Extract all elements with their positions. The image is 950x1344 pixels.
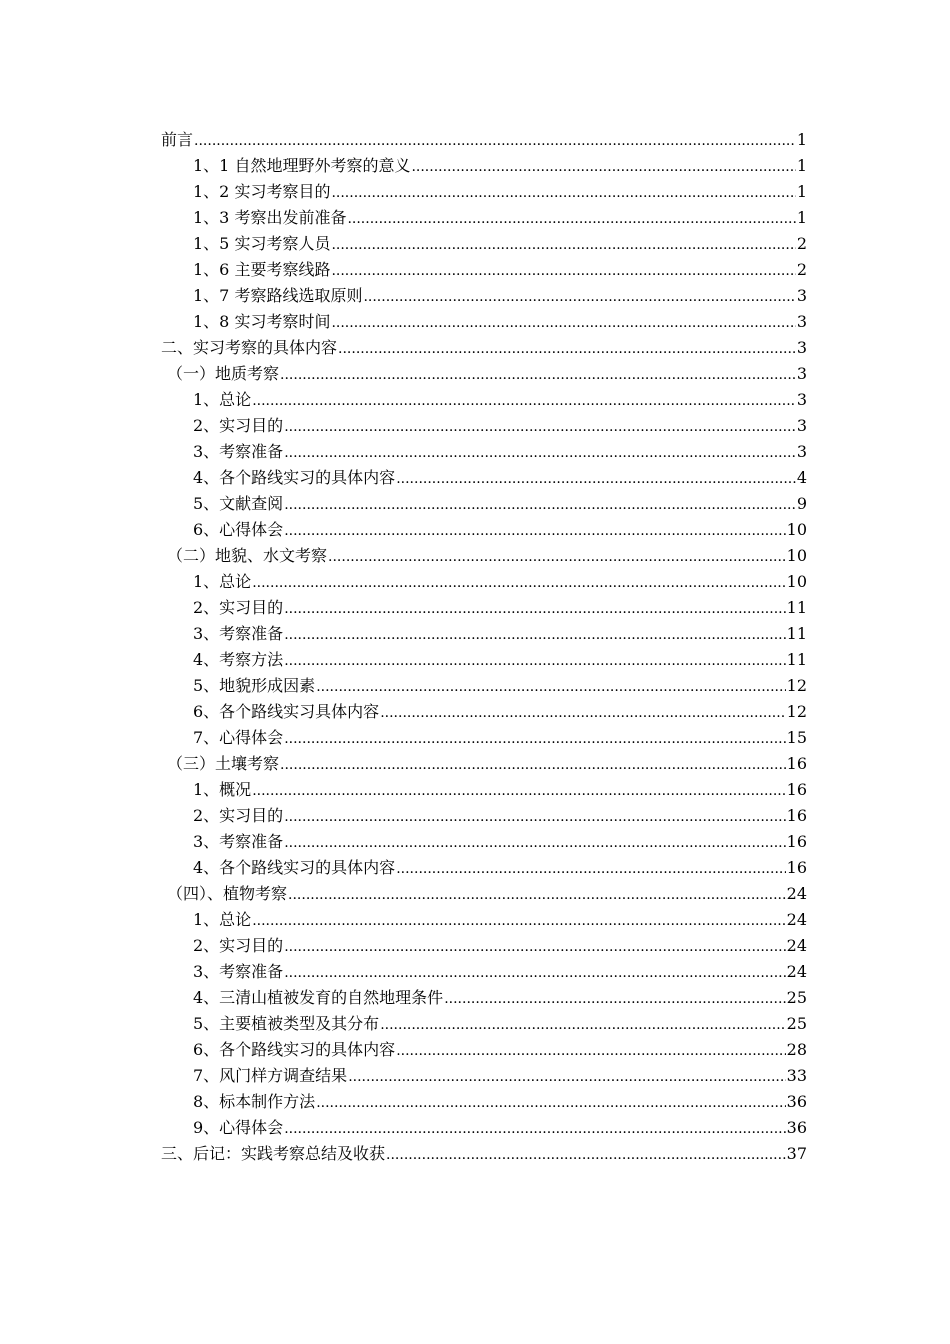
toc-entry[interactable] <box>161 621 807 647</box>
toc-entry[interactable] <box>161 1011 807 1037</box>
toc-entry[interactable] <box>161 855 807 881</box>
toc-dot-leader <box>396 1038 785 1064</box>
toc-entry[interactable] <box>161 907 807 933</box>
toc-entry-title: 1、1 自然地理野外考察的意义 <box>193 156 411 175</box>
toc-entry[interactable] <box>161 153 807 179</box>
toc-dot-leader <box>331 232 795 258</box>
toc-entry-page-number: 3 <box>796 338 807 357</box>
toc-entry-page-number: 1 <box>796 208 807 227</box>
toc-entry[interactable] <box>161 517 807 543</box>
toc-entry-title: 4、各个路线实习的具体内容 <box>193 468 396 487</box>
toc-entry-page-number: 33 <box>786 1066 807 1085</box>
toc-entry-title: 1、总论 <box>193 390 252 409</box>
toc-entry-page-number: 3 <box>796 286 807 305</box>
toc-entry-title: 8、标本制作方法 <box>193 1092 316 1111</box>
toc-entry-title: 2、实习目的 <box>193 936 284 955</box>
toc-entry-title: 7、风门样方调查结果 <box>193 1066 348 1085</box>
toc-entry-title: 1、7 考察路线选取原则 <box>193 286 363 305</box>
toc-entry-title: 2、实习目的 <box>193 806 284 825</box>
toc-entry[interactable] <box>161 491 807 517</box>
toc-entry-page-number: 25 <box>786 988 807 1007</box>
toc-entry-title: 1、总论 <box>193 572 252 591</box>
toc-dot-leader <box>331 310 795 336</box>
table-of-contents <box>161 127 807 1167</box>
toc-dot-leader <box>348 1064 785 1090</box>
toc-entry[interactable] <box>161 309 807 335</box>
toc-entry-page-number: 10 <box>786 572 807 591</box>
toc-entry-page-number: 24 <box>786 962 807 981</box>
toc-dot-leader <box>284 648 785 674</box>
toc-entry-page-number: 3 <box>796 390 807 409</box>
toc-entry[interactable] <box>161 933 807 959</box>
toc-entry-page-number: 12 <box>786 702 807 721</box>
toc-entry[interactable] <box>161 387 807 413</box>
toc-entry-title: 二、实习考察的具体内容 <box>161 338 338 357</box>
toc-entry[interactable] <box>161 647 807 673</box>
toc-entry-title: 6、心得体会 <box>193 520 284 539</box>
toc-entry-title: 2、实习目的 <box>193 416 284 435</box>
toc-entry-title: 三、后记：实践考察总结及收获 <box>161 1144 386 1163</box>
toc-dot-leader <box>252 388 796 414</box>
toc-entry-page-number: 16 <box>786 806 807 825</box>
toc-dot-leader <box>328 544 786 570</box>
toc-entry[interactable] <box>161 1089 807 1115</box>
toc-entry-page-number: 9 <box>796 494 807 513</box>
toc-entry-page-number: 16 <box>786 858 807 877</box>
toc-entry-page-number: 4 <box>796 468 807 487</box>
toc-entry-title: 6、各个路线实习具体内容 <box>193 702 380 721</box>
toc-entry-page-number: 3 <box>796 416 807 435</box>
toc-entry-title: 1、总论 <box>193 910 252 929</box>
toc-entry[interactable] <box>161 127 807 153</box>
toc-entry-title: 3、考察准备 <box>193 624 284 643</box>
toc-entry[interactable] <box>161 179 807 205</box>
toc-entry-title: 3、考察准备 <box>193 962 284 981</box>
toc-entry[interactable] <box>161 413 807 439</box>
toc-entry-title: 5、主要植被类型及其分布 <box>193 1014 380 1033</box>
toc-dot-leader <box>288 882 786 908</box>
toc-entry-title: 1、8 实习考察时间 <box>193 312 331 331</box>
toc-entry-page-number: 16 <box>786 832 807 851</box>
toc-entry[interactable] <box>161 361 807 387</box>
toc-dot-leader <box>280 752 786 778</box>
toc-dot-leader <box>284 726 785 752</box>
toc-entry[interactable] <box>161 777 807 803</box>
toc-entry-title: 9、心得体会 <box>193 1118 284 1137</box>
toc-dot-leader <box>284 830 785 856</box>
toc-entry-title: 4、各个路线实习的具体内容 <box>193 858 396 877</box>
toc-entry-page-number: 12 <box>786 676 807 695</box>
toc-entry-title: 4、考察方法 <box>193 650 284 669</box>
toc-dot-leader <box>280 362 796 388</box>
toc-entry[interactable] <box>161 231 807 257</box>
toc-entry-title: （二）地貌、水文考察 <box>167 546 328 565</box>
toc-entry[interactable] <box>161 751 807 777</box>
toc-entry-title: 1、5 实习考察人员 <box>193 234 331 253</box>
toc-entry[interactable] <box>161 699 807 725</box>
toc-dot-leader <box>252 778 785 804</box>
toc-entry-title: 6、各个路线实习的具体内容 <box>193 1040 396 1059</box>
toc-entry-page-number: 36 <box>786 1092 807 1111</box>
toc-entry[interactable] <box>161 829 807 855</box>
toc-entry-title: （三）土壤考察 <box>167 754 280 773</box>
toc-dot-leader <box>194 128 796 154</box>
toc-dot-leader <box>363 284 795 310</box>
toc-entry-title: （四）、植物考察 <box>167 884 288 903</box>
toc-entry[interactable] <box>161 465 807 491</box>
toc-dot-leader <box>347 206 795 232</box>
toc-entry-title: 4、三清山植被发育的自然地理条件 <box>193 988 444 1007</box>
toc-entry[interactable] <box>161 439 807 465</box>
toc-entry-page-number: 1 <box>796 156 807 175</box>
toc-entry-page-number: 25 <box>786 1014 807 1033</box>
toc-entry-title: 2、实习目的 <box>193 598 284 617</box>
toc-entry-title: 1、概况 <box>193 780 252 799</box>
toc-entry-page-number: 2 <box>796 234 807 253</box>
toc-entry[interactable] <box>161 985 807 1011</box>
toc-entry[interactable] <box>161 283 807 309</box>
toc-entry-title: 5、文献查阅 <box>193 494 284 513</box>
toc-dot-leader <box>252 908 785 934</box>
toc-dot-leader <box>284 596 785 622</box>
toc-entry-page-number: 3 <box>796 364 807 383</box>
toc-entry[interactable] <box>161 881 807 907</box>
toc-entry-page-number: 3 <box>796 312 807 331</box>
toc-entry-page-number: 1 <box>796 182 807 201</box>
toc-entry-page-number: 28 <box>786 1040 807 1059</box>
toc-entry-page-number: 24 <box>786 910 807 929</box>
toc-entry-title: 3、考察准备 <box>193 442 284 461</box>
toc-entry-title: （一）地质考察 <box>167 364 280 383</box>
toc-dot-leader <box>331 258 795 284</box>
toc-dot-leader <box>284 960 785 986</box>
toc-entry-page-number: 24 <box>786 884 807 903</box>
toc-entry-title: 1、6 主要考察线路 <box>193 260 331 279</box>
toc-entry[interactable] <box>161 595 807 621</box>
toc-entry-page-number: 16 <box>786 780 807 799</box>
toc-entry-page-number: 1 <box>796 130 807 149</box>
toc-entry-page-number: 2 <box>796 260 807 279</box>
toc-entry-title: 前言 <box>161 130 194 149</box>
toc-entry-page-number: 10 <box>786 520 807 539</box>
toc-dot-leader <box>331 180 795 206</box>
toc-dot-leader <box>380 700 785 726</box>
toc-dot-leader <box>284 934 785 960</box>
toc-entry-page-number: 37 <box>786 1144 807 1163</box>
toc-entry[interactable] <box>161 205 807 231</box>
toc-entry[interactable] <box>161 725 807 751</box>
toc-dot-leader <box>284 492 796 518</box>
toc-dot-leader <box>444 986 785 1012</box>
toc-entry-page-number: 24 <box>786 936 807 955</box>
toc-dot-leader <box>284 440 796 466</box>
toc-entry[interactable] <box>161 335 807 361</box>
toc-dot-leader <box>380 1012 785 1038</box>
toc-entry-title: 3、考察准备 <box>193 832 284 851</box>
toc-entry-page-number: 36 <box>786 1118 807 1137</box>
toc-entry-page-number: 11 <box>786 650 807 669</box>
toc-entry[interactable] <box>161 1141 807 1167</box>
toc-entry[interactable] <box>161 569 807 595</box>
toc-entry[interactable] <box>161 803 807 829</box>
toc-entry-title: 5、地貌形成因素 <box>193 676 316 695</box>
toc-dot-leader <box>386 1142 786 1168</box>
toc-dot-leader <box>338 336 796 362</box>
toc-entry[interactable] <box>161 673 807 699</box>
toc-dot-leader <box>284 1116 785 1142</box>
toc-entry-title: 1、2 实习考察目的 <box>193 182 331 201</box>
toc-entry-page-number: 10 <box>786 546 807 565</box>
toc-dot-leader <box>316 1090 785 1116</box>
toc-dot-leader <box>396 466 796 492</box>
toc-dot-leader <box>284 518 785 544</box>
toc-entry-page-number: 15 <box>786 728 807 747</box>
toc-entry[interactable] <box>161 543 807 569</box>
toc-entry-title: 7、心得体会 <box>193 728 284 747</box>
toc-dot-leader <box>396 856 785 882</box>
toc-dot-leader <box>284 414 796 440</box>
toc-entry-page-number: 11 <box>786 598 807 617</box>
toc-entry-page-number: 3 <box>796 442 807 461</box>
toc-entry-title: 1、3 考察出发前准备 <box>193 208 347 227</box>
toc-entry-page-number: 16 <box>786 754 807 773</box>
toc-dot-leader <box>316 674 785 700</box>
toc-entry[interactable] <box>161 959 807 985</box>
toc-dot-leader <box>284 804 785 830</box>
toc-entry[interactable] <box>161 1063 807 1089</box>
toc-dot-leader <box>284 622 785 648</box>
toc-dot-leader <box>252 570 785 596</box>
toc-entry[interactable] <box>161 1115 807 1141</box>
toc-entry-page-number: 11 <box>786 624 807 643</box>
toc-entry[interactable] <box>161 1037 807 1063</box>
toc-entry[interactable] <box>161 257 807 283</box>
toc-dot-leader <box>411 154 795 180</box>
